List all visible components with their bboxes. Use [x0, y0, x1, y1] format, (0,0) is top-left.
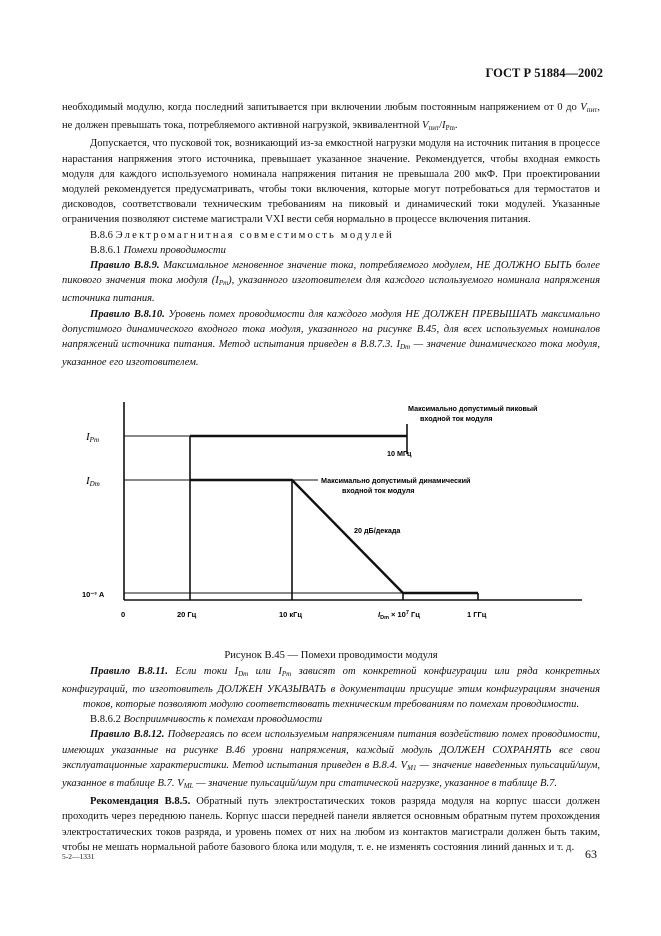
print-code: 5-2—1331	[62, 852, 95, 861]
figure-caption: Рисунок В.45 — Помехи проводимости модуля	[224, 650, 438, 662]
conducted-emissions-chart	[62, 372, 600, 642]
page-body	[62, 100, 600, 855]
y-label-min: 10⁻³ А	[82, 590, 105, 600]
annotation-peak-line2: входной ток модуля	[420, 414, 493, 424]
y-label-ipm: IPm	[86, 431, 100, 445]
rule-b89: Правило В.8.9. Максимальное мгновенное значение тока, потребляемого модулем, НЕ ДОЛЖНО БЫТЬ более пикового значения тока модуля $(I_{Pm})$, указанного изготовителем для каждого используемого номинала напряжения источника питания.	[62, 260, 601, 305]
annotation-slope: 20 дБ/декада	[354, 526, 401, 536]
x-label-1ghz: 1 ГГц	[467, 610, 487, 620]
section-b862-heading: В.8.6.2 Восприимчивость к помехам проводимости	[90, 714, 323, 726]
recommendation-b85: Рекомендация В.8.5. Обратный путь электростатических токов разряда модуля на корпус шасси должен проходить через переднюю панель. Корпус шасси передней панели является основным обратным путем прохождения электростатических токов разряда, и уровень помех от них на любом из контактов магистрали должен быть таким, чтобы не мешать нормальной работе базового блока или модуля, т. е. не изменять состояния линий данных и т. д.	[62, 796, 600, 853]
x-label-fdm: $I_{Dm} \times 10^7$ Гц	[378, 610, 420, 622]
section-b86-heading: В.8.6 Электромагнитная совместимость модулей	[90, 229, 394, 241]
page-number: 63	[585, 847, 597, 861]
rule-b811: Правило В.8.11. Если токи $I_{Dm}$ или $I_{Pm}$ зависят от конкретной конфигурации или ряда конкретных конфигураций, то изготовитель ДОЛЖЕН УКАЗЫВАТЬ в документации присущие этим конфигурациям значения токов, которые позволяют модулю соответствовать техническим требованиям по помехам проводимости.	[62, 665, 600, 711]
x-label-0: 0	[121, 610, 126, 620]
annotation-dynamic-line1: Максимально допустимый динамический	[321, 476, 471, 486]
rule-b812: Правило В.8.12. Подвергаясь по всем используемым напряжениям питания воздействию помех проводимости, имеющих указанные на рисунке В.46 уровни напряжения, каждый модуль ДОЛЖЕН СОХРАНЯТЬ все свои эксплуатационные характеристики. Метод испытания приведен в В.8.4. $V_{M1}$ — значение наведенных пульсаций/шум, указанное в таблице В.7. $V_{ML}$ — значение пульсаций/шум при статической нагрузке, указанное в таблице В.7.	[62, 729, 600, 791]
section-b861-heading: В.8.6.1 Помехи проводимости	[90, 244, 226, 256]
chart-svg	[62, 372, 600, 642]
annotation-dynamic-line2: входной ток модуля	[342, 486, 415, 496]
dynamic-current-series	[190, 480, 478, 593]
paragraph-1: необходимый модулю, когда последний запитывается при включении любым постоянным напряжением от 0 до $V_{пит}$, не должен превышать тока, потребляемого активной нагрузкой, эквивалентной $V_{пит}/I_{Pm}$.	[62, 102, 600, 133]
annotation-peak-line1: Максимально допустимый пиковый	[408, 404, 538, 414]
annotation-10mhz: 10 МГц	[387, 449, 412, 459]
y-label-idm: IDm	[86, 475, 100, 489]
paragraph-2: Допускается, что пусковой ток, возникающий из-за емкостной нагрузки модуля на источник питания в процессе нарастания напряжения этого источника, превышает указанное значение. Рекомендуется, чтобы входная емкость модуля для каждого используемого номинала напряжения питания не превышала 200 мкФ. При проектировании модулей рекомендуется предусматривать, чтобы токи включения, которые могут потребоваться для термостатов и дисководов, соответствовали техническим требованиям на пиковый и динамический токи модулей. Указанные ограничения позволяют системе магистрали VXI вести себя нормально в процессе включения питания.	[62, 138, 600, 226]
x-label-20hz: 20 Гц	[177, 610, 197, 620]
rule-b810: Правило В.8.10. Уровень помех проводимости для каждого модуля НЕ ДОЛЖЕН ПРЕВЫШАТЬ максимально допустимого динамического входного тока модуля, указанного на рисунке В.45, для всех используемых номиналов напряжений источника питания. Метод испытания приведен в В.8.7.3. $I_{Dm}$ — значение динамического тока модуля, указанное его изготовителем.	[62, 308, 601, 369]
standard-header: ГОСТ Р 51884—2002	[485, 66, 603, 80]
x-label-10khz: 10 кГц	[279, 610, 303, 620]
